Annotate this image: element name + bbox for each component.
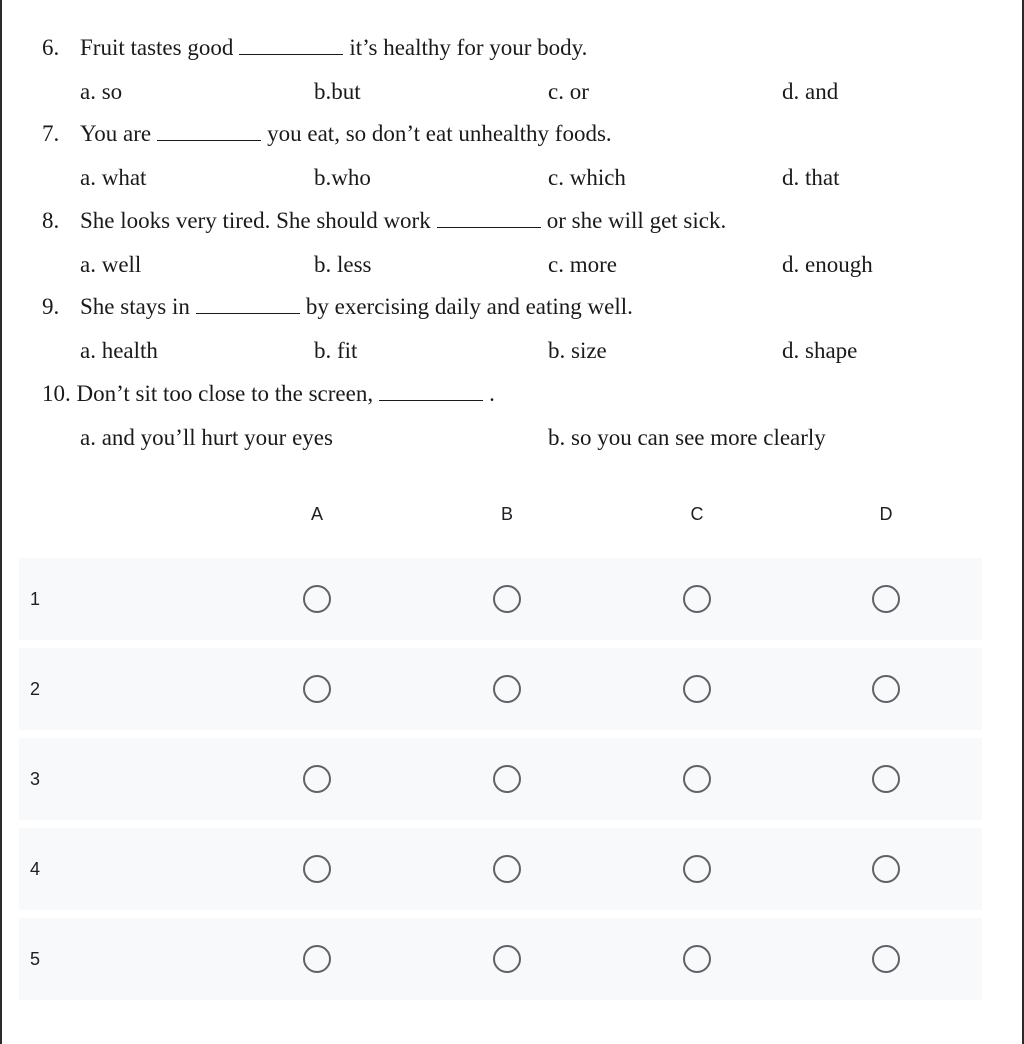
radio-4-b[interactable] — [493, 855, 521, 883]
question-number: 10. — [42, 381, 71, 406]
option-b: b. fit — [314, 338, 358, 363]
option-c: c. more — [548, 252, 617, 277]
question-number: 9. — [42, 294, 60, 319]
radio-5-c[interactable] — [683, 945, 711, 973]
option-b: b. less — [314, 252, 372, 277]
option-d: d. that — [782, 165, 840, 190]
question-number: 6. — [42, 35, 60, 60]
option-a: a. so — [80, 79, 123, 104]
option-d: d. enough — [782, 252, 873, 277]
radio-3-c[interactable] — [683, 765, 711, 793]
radio-4-a[interactable] — [303, 855, 331, 883]
radio-5-b[interactable] — [493, 945, 521, 973]
option-a: a. well — [80, 252, 142, 277]
radio-1-d[interactable] — [872, 585, 900, 613]
grid-row-5 — [19, 918, 982, 1000]
row-label: 2 — [30, 679, 41, 699]
radio-2-d[interactable] — [872, 675, 900, 703]
question-text-after: or she will get sick. — [546, 208, 727, 233]
question-text-after: you eat, so don’t eat unhealthy foods. — [267, 121, 612, 146]
question-6 — [42, 33, 587, 63]
option-a: a. what — [80, 165, 147, 190]
question-9 — [42, 292, 633, 322]
question-number: 7. — [42, 121, 60, 146]
column-header-b: B — [500, 504, 513, 524]
question-7 — [42, 119, 612, 149]
option-c: b. size — [548, 338, 607, 363]
question-text-before: Fruit tastes good — [80, 35, 234, 60]
radio-5-d[interactable] — [872, 945, 900, 973]
answer-blank — [157, 122, 261, 141]
question-text-before: Don’t sit too close to the screen, — [76, 381, 374, 406]
option-d: d. shape — [782, 338, 858, 363]
option-b: b.but — [314, 79, 361, 104]
radio-4-c[interactable] — [683, 855, 711, 883]
answer-blank — [196, 295, 300, 314]
radio-1-c[interactable] — [683, 585, 711, 613]
answer-blank — [437, 209, 541, 228]
option-c: c. which — [548, 165, 626, 190]
answer-blank — [379, 382, 483, 401]
radio-2-a[interactable] — [303, 675, 331, 703]
question-number: 8. — [42, 208, 60, 233]
column-header-a: A — [310, 504, 323, 524]
option-d: d. and — [782, 79, 839, 104]
radio-3-a[interactable] — [303, 765, 331, 793]
radio-4-d[interactable] — [872, 855, 900, 883]
option-a: a. and you’ll hurt your eyes — [80, 425, 333, 450]
grid-row-2 — [19, 648, 982, 730]
question-text-before: She stays in — [80, 294, 190, 319]
row-label: 3 — [30, 769, 41, 789]
question-8 — [42, 206, 726, 236]
grid-row-1 — [19, 558, 982, 640]
answer-blank — [239, 36, 343, 55]
column-header-c: C — [690, 504, 704, 524]
grid-row-3 — [19, 738, 982, 820]
radio-2-c[interactable] — [683, 675, 711, 703]
radio-5-a[interactable] — [303, 945, 331, 973]
radio-3-d[interactable] — [872, 765, 900, 793]
option-a: a. health — [80, 338, 158, 363]
row-label: 1 — [30, 589, 41, 609]
option-c: c. or — [548, 79, 589, 104]
question-text-before: You are — [80, 121, 152, 146]
question-text-after: . — [489, 381, 495, 406]
row-label: 4 — [30, 859, 41, 879]
question-text-after: by exercising daily and eating well. — [305, 294, 633, 319]
option-b: b.who — [314, 165, 371, 190]
grid-row-4 — [19, 828, 982, 910]
radio-1-a[interactable] — [303, 585, 331, 613]
option-b: b. so you can see more clearly — [548, 425, 826, 450]
column-header-d: D — [879, 504, 893, 524]
question-10 — [42, 379, 495, 409]
question-text-after: it’s healthy for your body. — [349, 35, 588, 60]
radio-2-b[interactable] — [493, 675, 521, 703]
radio-3-b[interactable] — [493, 765, 521, 793]
row-label: 5 — [30, 949, 41, 969]
question-text-before: She looks very tired. She should work — [80, 208, 431, 233]
radio-1-b[interactable] — [493, 585, 521, 613]
